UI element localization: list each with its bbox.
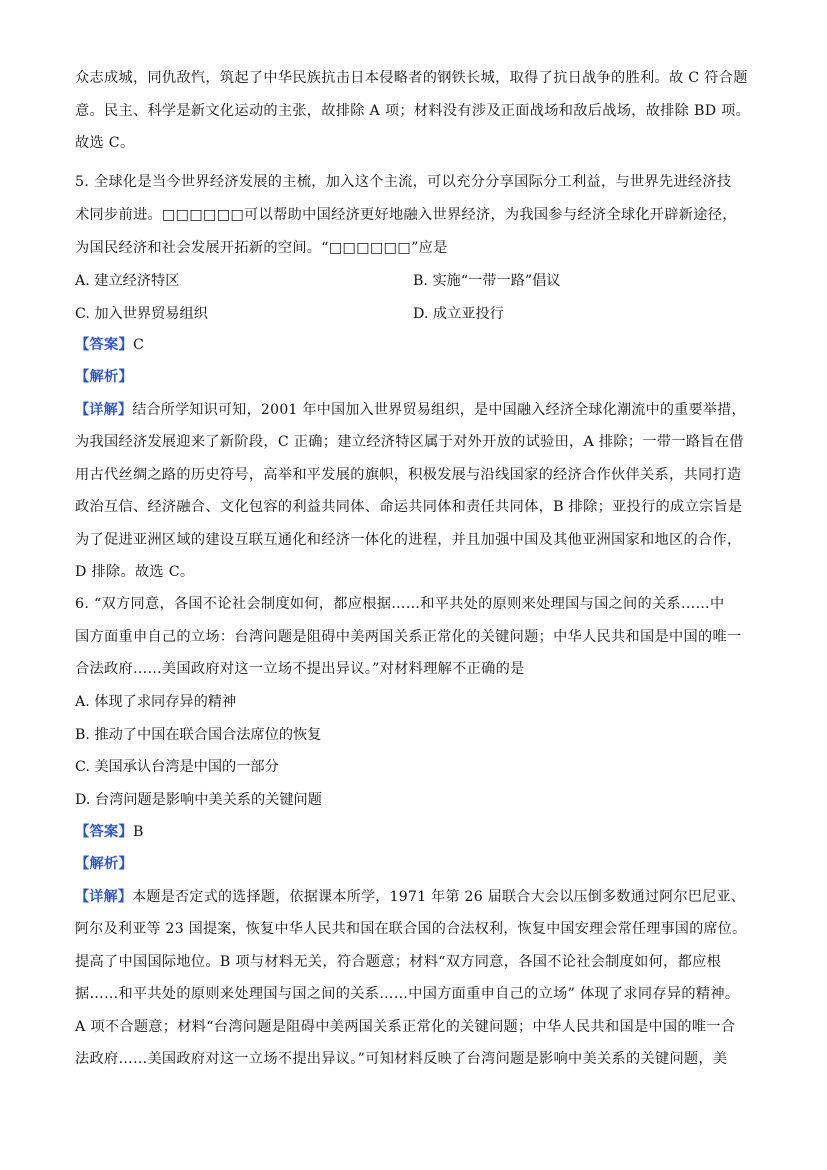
question-5-stem: 5. 全球化是当今世界经济发展的主梳，加入这个主流，可以充分分享国际分工利益，与世界先进经济技	[75, 174, 732, 190]
text-line: 国方面重申自己的立场：台湾问题是阻碍中美两国关系正常化的关键问题；中华人民共和国是中国的唯一	[75, 629, 742, 645]
text-line: 故选 C。	[75, 135, 135, 151]
q6-analysis-heading	[75, 854, 133, 874]
q5-option-a: A. 建立经济特区	[75, 273, 180, 289]
q5-option-d: D. 成立亚投行	[413, 306, 504, 322]
answer-tag: 【答案】	[75, 337, 133, 353]
text-line: 为我国经济发展迎来了新阶段，C 正确；建立经济特区属于对外开放的试验田，A 排除；一带一路旨在借	[75, 434, 744, 450]
q6-option-d: D. 台湾问题是影响中美关系的关键问题	[75, 792, 322, 808]
text-line: 意。民主、科学是新文化运动的主张，故排除 A 项；材料没有涉及正面战场和敌后战场，故排除 BD 项。	[75, 103, 751, 119]
q6-option-c: C. 美国承认台湾是中国的一部分	[75, 759, 279, 775]
answer-value: C	[132, 337, 145, 353]
text-line: 合法政府……美国政府对这一立场不提出异议。”对材料理解不正确的是	[75, 661, 525, 677]
text-line: 用古代丝绸之路的历史符号，高举和平发展的旗帜，积极发展与沿线国家的经济合作伙伴关系，共同打造	[75, 467, 742, 483]
text-line: 法政府……美国政府对这一立场不提出异议。”可知材料反映了台湾问题是影响中美关系的关键问题，美	[75, 1051, 728, 1067]
text-line: 众志成城，同仇敌忾，筑起了中华民族抗击日本侵略者的钢铁长城，取得了抗日战争的胜利。故 C 符合题	[75, 70, 748, 86]
text-line: 为国民经济和社会发展开拓新的空间。“□□□□□□”应是	[75, 240, 448, 256]
text-line: 政治互信、经济融合、文化包容的利益共同体、命运共同体和责任共同体，B 排除；亚投行的成立宗旨是	[75, 499, 743, 515]
text-line: 为了促进亚洲区域的建设互联互通化和经济一体化的进程，并且加强中国及其他亚洲国家和地区的合作，	[75, 532, 742, 548]
q5-answer	[75, 335, 144, 355]
text-line: 据……和平共处的原则来处理国与国之间的关系……中国方面重申自己的立场” 体现了求同存异的精神。	[75, 986, 740, 1002]
q5-analysis-heading	[75, 367, 133, 387]
q6-option-a: A. 体现了求同存异的精神	[75, 694, 237, 710]
analysis-tag: 【解析】	[75, 369, 133, 385]
question-6-stem: 6. “双方同意，各国不论社会制度如何，都应根据……和平共处的原则来处理国与国之间的关系……中	[75, 596, 725, 612]
text-line: 阿尔及利亚等 23 国提案，恢复中华人民共和国在联合国的合法权利，恢复中国安理会常任理事国的席位。	[75, 921, 747, 937]
text-line: 术同步前进。□□□□□□可以帮助中国经济更好地融入世界经济，为我国参与经济全球化开辟新途径，	[75, 207, 737, 223]
q6-detail	[75, 887, 745, 907]
q5-option-b: B. 实施“一带一路”倡议	[413, 273, 561, 289]
q5-detail	[75, 400, 746, 420]
detail-text: 结合所学知识可知，2001 年中国加入世界贸易组织，是中国融入经济全球化潮流中的重要举措，	[132, 402, 746, 418]
q5-option-c: C. 加入世界贸易组织	[75, 306, 208, 322]
text-line: A 项不合题意；材料“台湾问题是阻碍中美两国关系正常化的关键问题；中华人民共和国是中国的唯一合	[75, 1019, 736, 1035]
detail-tag: 【详解】	[75, 889, 133, 905]
analysis-tag: 【解析】	[75, 856, 133, 872]
answer-tag: 【答案】	[75, 824, 133, 840]
text-line: D 排除。故选 C。	[75, 564, 195, 580]
q6-option-b: B. 推动了中国在联合国合法席位的恢复	[75, 727, 322, 743]
q6-answer	[75, 822, 144, 842]
detail-tag: 【详解】	[75, 402, 133, 418]
answer-value: B	[132, 824, 144, 840]
detail-text: 本题是否定式的选择题，依据课本所学，1971 年第 26 届联合大会以压倒多数通过阿尔巴尼亚、	[132, 889, 746, 905]
text-line: 提高了中国国际地位。B 项与材料无关，符合题意；材料“双方同意，各国不论社会制度如何，都应根	[75, 954, 722, 970]
